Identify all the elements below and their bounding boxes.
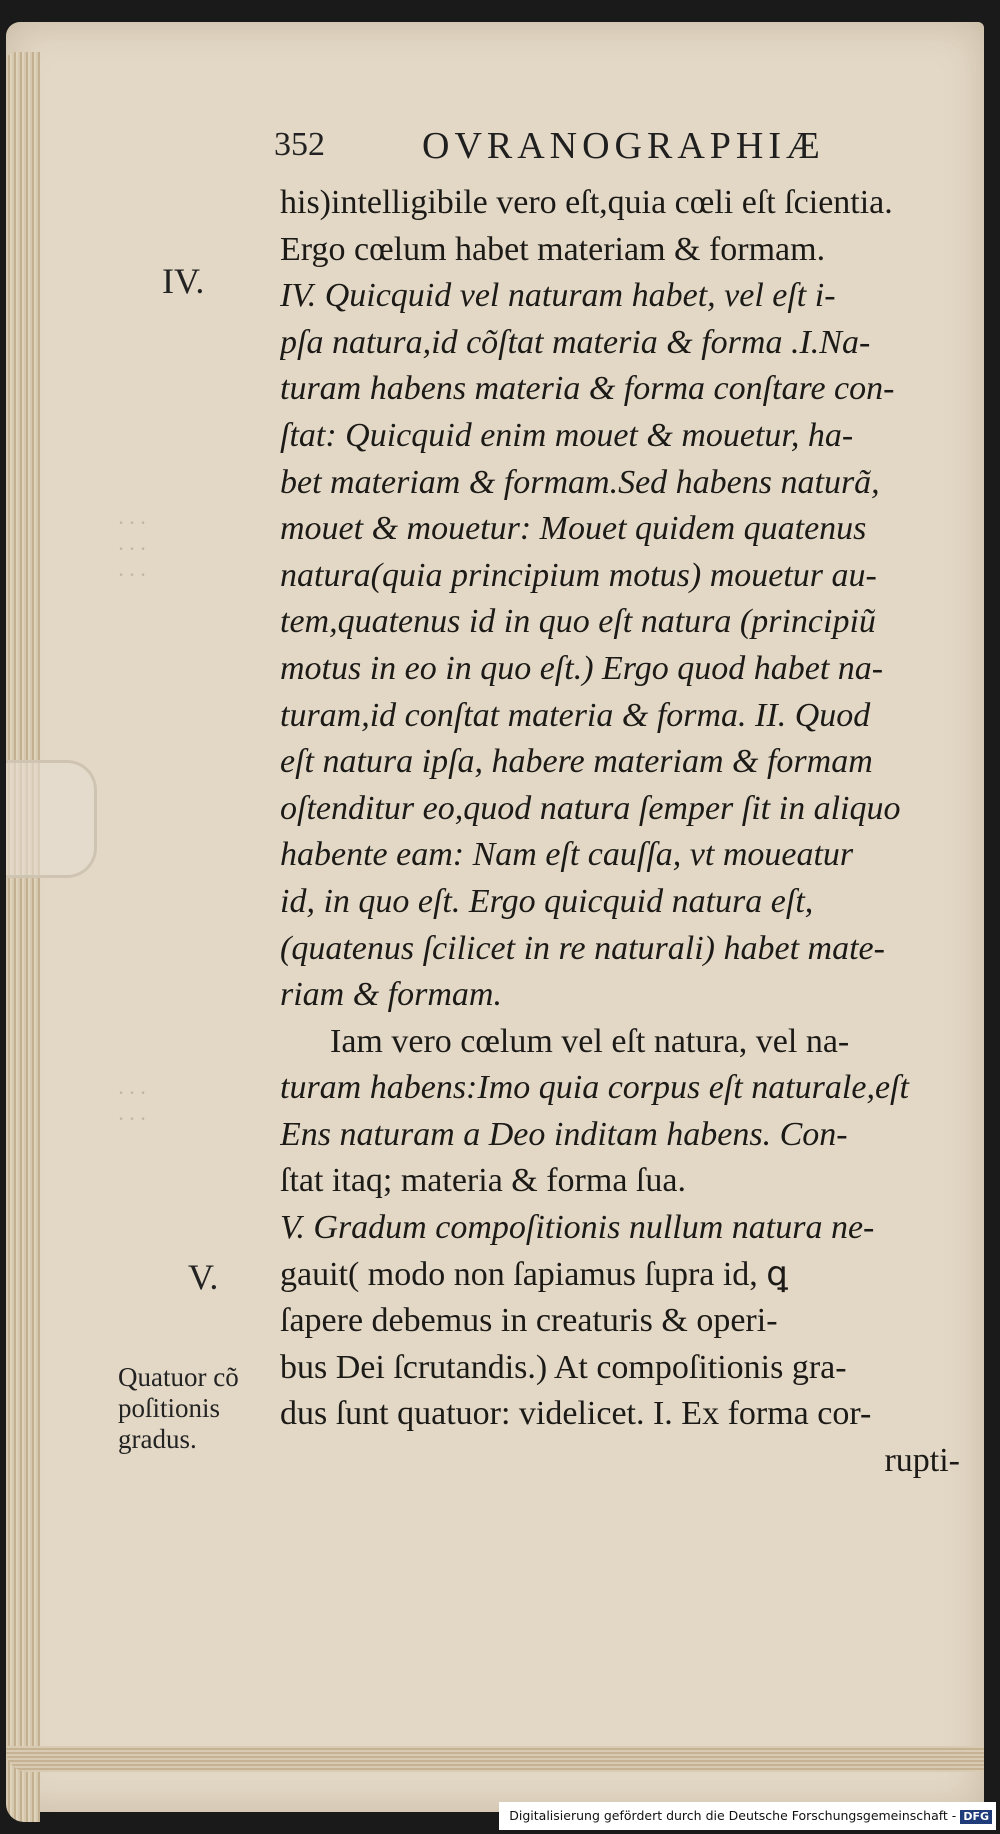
bookmark-ribbon [6,760,97,878]
page-edges [6,52,40,1822]
text-line: bus Dei ſcrutandis.) At compoſitionis gra- [280,1348,847,1386]
text-line: ſtat: Quicquid enim mouet & mouetur, ha- [280,416,854,454]
text-line: his)intelligibile vero eſt,quia cœli eſt ſcientia. [280,184,893,221]
margin-note-line: Quatuor cõ [118,1362,239,1392]
running-title: OVRANOGRAPHIÆ [422,125,825,167]
text-line: dus ſunt quatuor: videlicet. I. Ex forma cor- [280,1395,872,1433]
bleed-through-text: · · · · · · · · · [118,510,146,587]
margin-numeral-v: V. [188,1257,219,1297]
text-line: habente eam: Nam eſt cauſſa, vt moueatur [280,836,854,874]
text-line: IV. Quicquid vel naturam habet, vel eſt i- [280,277,836,315]
bleed-through-text: · · · · · · [118,1080,146,1131]
text-line: turam habens:Imo quia corpus eſt naturale,eſt [280,1069,909,1107]
text-line: oſtenditur eo,quod natura ſemper ſit in aliquo [280,789,901,827]
text-line: Ens naturam a Deo inditam habens. Con- [280,1115,848,1153]
text-line: (quatenus ſcilicet in re naturali) habet mate- [280,929,885,967]
page-bottom-edges [6,1746,984,1772]
text-line: natura(quia principium motus) mouetur au- [280,556,877,594]
main-text-block [280,180,960,1485]
text-line: mouet & mouetur: Mouet quidem quatenus [280,510,867,548]
text-line: turam habens materia & forma conſtare con- [280,370,895,408]
margin-note-line: gradus. [118,1424,197,1454]
text-line: V. Gradum compoſitionis nullum natura ne- [280,1209,875,1247]
text-line: pſa natura,id cõſtat materia & forma .I.Na- [280,323,871,361]
text-line: motus in eo in quo eſt.) Ergo quod habet na- [280,649,884,687]
page-header [272,126,962,170]
margin-note-quatuor [118,1362,278,1455]
text-line: ſtat itaq; materia & forma ſua. [280,1162,686,1200]
text-line: gauit( modo non ſapiamus ſupra id, ꝗ [280,1255,788,1293]
dfg-logo: DFG [960,1810,992,1824]
text-line: Iam vero cœlum vel eſt natura, vel na- [330,1022,850,1060]
text-line: ſapere debemus in creaturis & operi- [280,1302,778,1340]
text-line: bet materiam & formam.Sed habens naturã, [280,463,880,501]
text-line: riam & formam. [280,976,502,1014]
text-line: tem,quatenus id in quo eſt natura (principiũ [280,603,876,641]
text-line: id, in quo eſt. Ergo quicquid natura eſt, [280,882,814,920]
margin-numeral-iv: IV. [162,261,205,301]
margin-note-line: poſitionis [118,1393,221,1423]
text-line: eſt natura ipſa, habere materiam & formam [280,743,873,781]
digitization-footer [499,1802,996,1830]
page-number: 352 [274,126,325,163]
text-line: Ergo cœlum habet materiam & formam. [280,230,826,268]
footer-text: Digitalisierung gefördert durch die Deutsche Forschungsgemeinschaft - [509,1808,957,1823]
text-line: rupti- [884,1442,960,1480]
text-line: turam,id conſtat materia & forma. II. Quod [280,696,871,734]
